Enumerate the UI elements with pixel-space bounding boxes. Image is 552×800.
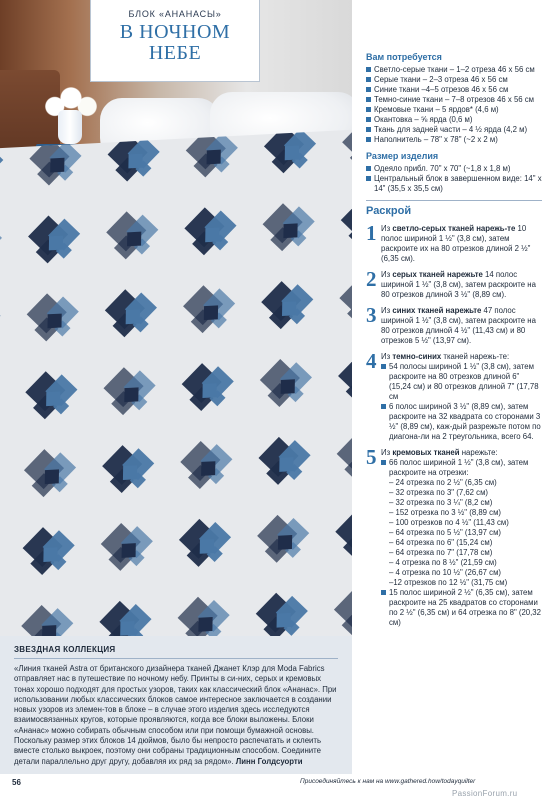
quilt-motif — [26, 292, 79, 343]
quilt-motif — [178, 517, 231, 568]
step-number: 3 — [366, 303, 377, 327]
step-text-bold: синих тканей нарежьте — [392, 306, 482, 315]
step-text-bold: серых тканей нарежьте — [392, 270, 483, 279]
materials-list — [366, 65, 542, 145]
list-item: 15 полос шириной 2 ½" (6,35 см), затем раскроите на 25 квадратов со сторонами по 2 ½" (6,35 см) и 64 отрезка по 8" (20,32 см) — [381, 588, 542, 628]
quilt-motif — [335, 509, 352, 560]
instructions-column — [366, 52, 542, 628]
quilt-motif — [258, 435, 311, 486]
list-item: – 64 отрезка по 6" (15,24 см) — [389, 538, 493, 547]
quilt-motif — [177, 595, 230, 636]
title-card — [90, 0, 260, 82]
quilt-motif — [0, 140, 4, 191]
list-item: 6 полос шириной 3 ½" (8,89 см), затем раскроите на 32 квадрата со сторонами 3 ½" (8,89 см), каж-дый разрежьте потом по диагона-ли на 2 треугольника, всего 64. — [381, 402, 542, 442]
quilt-motif — [338, 353, 352, 404]
quilt-motif — [28, 214, 81, 265]
caption-divider — [14, 658, 338, 659]
step-text: 47 полос шириной 1 ½" (3,8 см), затем раскроите на 80 отрезков длиной 4 ½" (11,43 см) и 80 отрезков 5 ½" (13,97 см). — [381, 306, 536, 345]
quilt-motif — [23, 447, 76, 498]
quilt-motif — [103, 366, 156, 417]
quilt-motif — [180, 439, 233, 490]
size-list — [366, 164, 542, 194]
quilt-motif — [100, 521, 153, 572]
vase — [58, 110, 82, 144]
quilt-motif — [257, 513, 310, 564]
caption-author: Линн Голдсуорти — [233, 756, 303, 766]
step-text-pre: Из — [381, 306, 393, 315]
step-number: 2 — [366, 267, 377, 291]
size-heading: Размер изделия — [366, 151, 439, 161]
list-item: – 32 отрезка по 3" (7,62 см) — [389, 488, 489, 497]
quilt-motif — [336, 431, 352, 482]
quilt-motif — [183, 284, 236, 335]
step-text-bold: кремовых тканей — [392, 448, 460, 457]
quilt-pattern — [0, 126, 352, 636]
step-text-pre: Из — [381, 448, 393, 457]
step-text: 10 полос шириной 1 ½" (3,8 см), затем раскроите их на 80 отрезков длиной 2 ½" (6,35 см). — [381, 224, 531, 263]
caption-heading: ЗВЕЗДНАЯ КОЛЛЕКЦИЯ — [14, 645, 116, 654]
quilt-motif — [99, 599, 152, 636]
quilt-motif — [339, 275, 352, 326]
list-item: – 32 отрезка по 3 ¼" (8,2 см) — [389, 498, 493, 507]
quilt-motif — [184, 206, 237, 257]
step-text-pre: Из — [381, 224, 393, 233]
list-item: – 4 отрезка по 8 ½" (21,59 см) — [389, 558, 497, 567]
list-item: Наполнитель – 78" х 78" (~2 х 2 м) — [366, 135, 542, 145]
quilt-motif — [25, 370, 78, 421]
step-number: 4 — [366, 349, 377, 373]
list-item: – 152 отрезка по 3 ½" (8,89 см) — [389, 508, 502, 517]
step-number: 5 — [366, 445, 377, 469]
step-number: 1 — [366, 221, 377, 245]
list-item: Светло-серые ткани – 1–2 отреза 46 х 56 см — [366, 65, 542, 75]
collection-caption — [0, 636, 352, 774]
list-item: 66 полос шириной 1 ½" (3,8 см), затем раскроите на отрезки: — [381, 458, 542, 478]
list-item: Серые ткани – 2–3 отреза 46 х 56 см — [366, 75, 542, 85]
quilt-motif — [259, 357, 312, 408]
list-item: – 4 отрезка по 10 ½" (26,67 см) — [389, 568, 502, 577]
list-item: –12 отрезков по 12 ½" (31,75 см) — [389, 578, 508, 587]
footer-link[interactable]: Присоединяйтесь к нам на www.gathered.how/todayquilter — [300, 778, 476, 785]
list-item: Ткань для задней части – 4 ½ ярда (4,2 м) — [366, 125, 542, 135]
cutting-step-1 — [366, 221, 542, 264]
cutting-step-5 — [366, 445, 542, 628]
list-item: – 24 отрезка по 2 ½" (6,35 см) — [389, 478, 497, 487]
quilt-motif — [255, 591, 308, 636]
quilt-motif — [0, 218, 2, 269]
quilt-motif — [181, 361, 234, 412]
step-text-pre: Из — [381, 352, 393, 361]
cutting-step-2 — [366, 267, 542, 300]
quilt-motif — [106, 210, 159, 261]
quilt-motif — [0, 296, 1, 347]
cutting-step-4 — [366, 349, 542, 442]
section-divider — [366, 200, 542, 201]
quilt-motif — [262, 202, 315, 253]
title-line-2: НЕБЕ — [148, 42, 202, 64]
quilt-motif — [340, 197, 352, 248]
step-text: 14 полос шириной 1 ½" (3,8 см), затем раскроите на 80 отрезков длиной 3 ½" (8,89 см). — [381, 270, 536, 299]
step-text: нарежьте: — [459, 448, 498, 457]
page-title — [91, 22, 259, 64]
quilt-motif — [333, 587, 352, 636]
step-text-pre: Из — [381, 270, 393, 279]
caption-text: «Линия тканей Astra от британского дизайнера тканей Джанет Клэр для Moda Fabrics отправляет нас в путешествие по ночному небу. Принты в си-них, серых и кремовых тонах хорошо подходят для простых узоров, таких как классический блок «Ананас». При использовании любых классических блоков самое интересное заключается в создании новых узоров из элемен-тов в блоке – в случае этого изделия здесь исследуются взаимосвязанных кругов, которые проявляются, когда все блоки выложены. Блоки «Ананас» можно собирать обычным способом или при помощи бумажной основы. Поскольку размер этих блоков 14 дюймов, было бы непросто распечатать и склеить вместе столько выкроек, поэтому они собраны традиционным способом. Соедините детали параллельно друг другу, добавляя их ряд за рядом». — [14, 664, 337, 766]
step-text-bold: темно-синих — [392, 352, 442, 361]
quilt-motif — [263, 126, 316, 175]
list-item: Окантовка – ⅝ ярда (0,6 м) — [366, 115, 542, 125]
quilt-motif — [102, 443, 155, 494]
list-item: Синие ткани –4–5 отрезов 46 х 56 см — [366, 85, 542, 95]
quilt-motif — [342, 126, 352, 171]
list-item: – 64 отрезка по 7" (17,78 см) — [389, 548, 493, 557]
list-item: Центральный блок в завершенном виде: 14" х 14" (35,5 х 35,5 см) — [366, 174, 542, 194]
title-line-1: В НОЧНОМ — [119, 21, 231, 43]
caption-body — [14, 664, 338, 767]
list-item: – 100 отрезков по 4 ½" (11,43 см) — [389, 518, 509, 527]
watermark: PassionForum.ru — [452, 789, 518, 798]
list-item: Кремовые ткани – 5 ярдов* (4,6 м) — [366, 105, 542, 115]
pineapple-quilt — [0, 126, 352, 636]
quilt-motif — [261, 279, 314, 330]
quilt-motif — [104, 288, 157, 339]
quilt-motif — [21, 603, 74, 636]
list-item: Одеяло прибл. 70" х 70" (~1,8 х 1,8 м) — [366, 164, 542, 174]
cutting-heading: Раскрой — [366, 205, 412, 217]
materials-heading: Вам потребуется — [366, 52, 442, 62]
step-text-bold: светло-серых тканей нарежь-те — [392, 224, 516, 233]
list-item: – 64 отрезка по 5 ½" (13,97 см) — [389, 528, 502, 537]
cutting-step-3 — [366, 303, 542, 346]
list-item: Темно-синие ткани – 7–8 отрезов 46 х 56 см — [366, 95, 542, 105]
step-text: тканей нарежь-те: — [441, 352, 510, 361]
list-item: 54 полосы шириной 1 ½" (3,8 см), затем раскроите на 80 отрезков длиной 6" (15,24 см) и 80 отрезков длиной 7" (17,78 см — [381, 362, 542, 402]
block-label: БЛОК «АНАНАСЫ» — [128, 9, 222, 19]
page-number: 56 — [12, 778, 21, 787]
quilt-motif — [22, 525, 75, 576]
